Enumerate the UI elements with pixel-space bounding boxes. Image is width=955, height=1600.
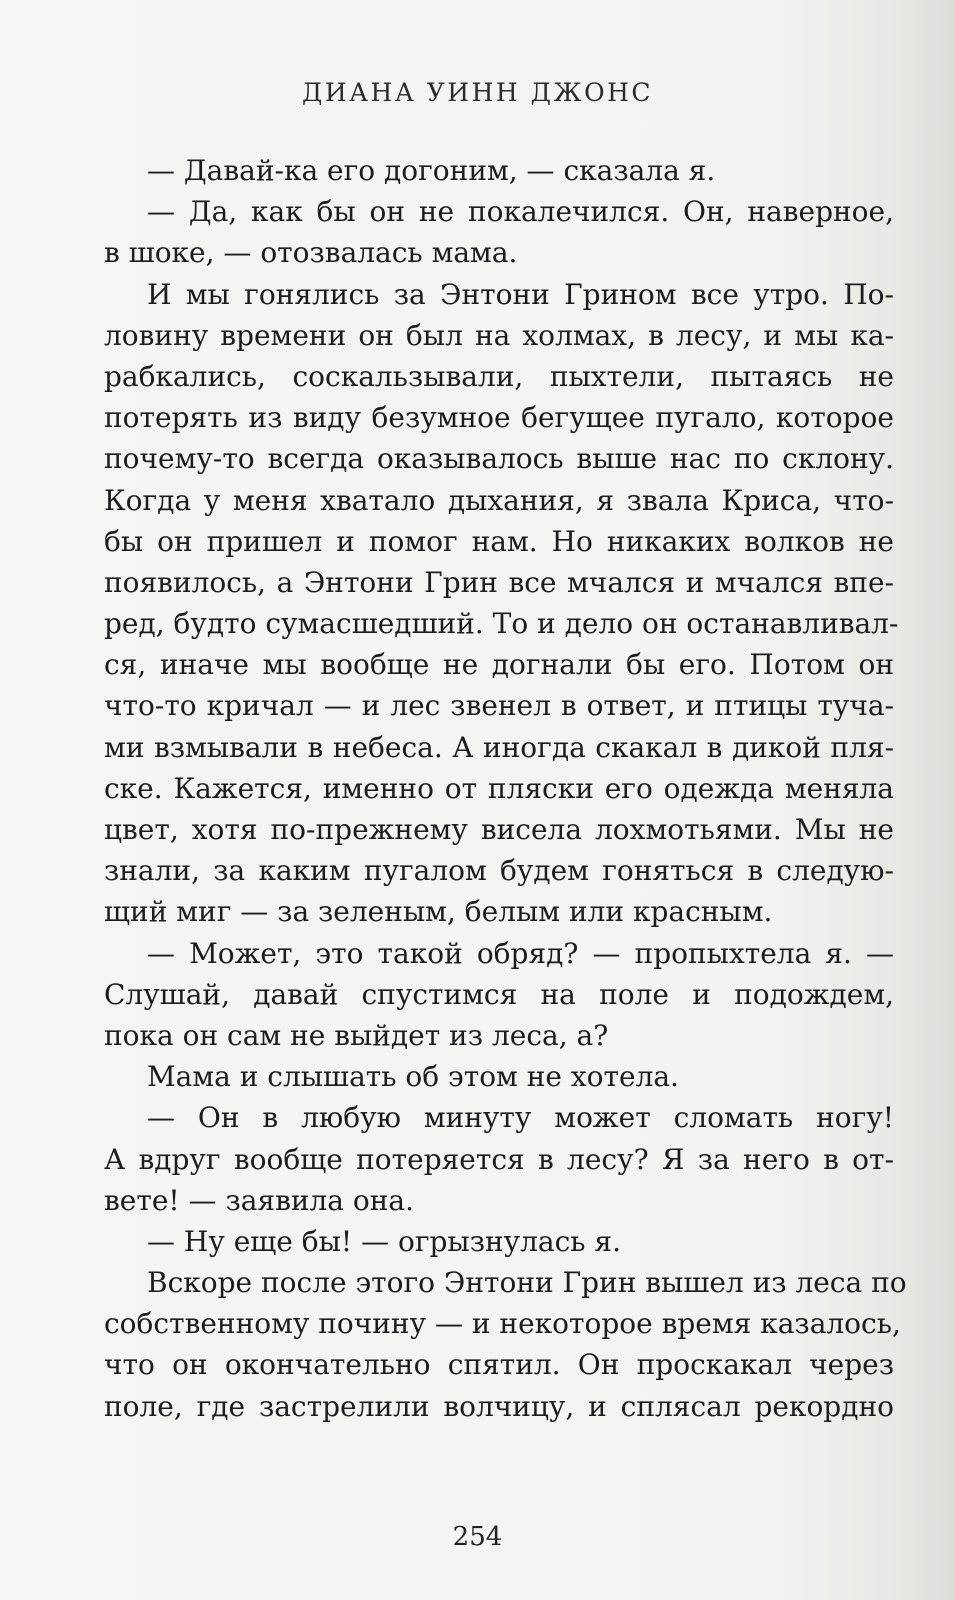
text-line: что-то кричал — и лес звенел в ответ, и птицы туча-: [104, 689, 894, 723]
text-line: что он окончательно спятил. Он проскакал через: [104, 1348, 894, 1382]
text-line: Мама и слышать об этом не хотела.: [147, 1060, 679, 1094]
text-line: — Давай-ка его догоним, — сказала я.: [147, 154, 716, 187]
body-text: [104, 150, 907, 1427]
text-line: ске. Кажется, именно от пляски его одежда меняла: [104, 771, 894, 805]
text-line: бы он пришел и помог нам. Но никаких волков не: [104, 524, 894, 558]
text-line: щий миг — за зеленым, белым или красным.: [104, 895, 773, 929]
text-line: потерять из виду безумное бегущее пугало, которое: [104, 401, 894, 435]
text-line: Когда у меня хватало дыхания, я звала Криса, что-: [104, 483, 894, 517]
text-line: ред, будто сумасшедший. То и дело он останавливал-: [104, 607, 899, 641]
running-header: ДИАНА УИНН ДЖОНС: [302, 78, 653, 107]
text-line: И мы гонялись за Энтони Грином все утро. По-: [147, 277, 894, 311]
text-line: — Да, как бы он не покалечился. Он, наверное,: [147, 195, 894, 229]
text-line: рабкались, соскальзывали, пыхтели, пытаясь не: [104, 359, 894, 393]
text-line: в шоке, — отозвалась мама.: [104, 236, 518, 270]
text-line: ся, иначе мы вообще не догнали бы его. Потом он: [104, 648, 894, 682]
text-line: ловину времени он был на холмах, в лесу, и мы ка-: [104, 318, 894, 352]
text-line: Вскоре после этого Энтони Грин вышел из леса по: [147, 1266, 907, 1300]
text-line: знали, за каким пугалом будем гоняться в следую-: [104, 854, 894, 888]
text-line: почему-то всегда оказывалось выше нас по склону.: [104, 442, 894, 476]
text-line: А вдруг вообще потеряется в лесу? Я за него в от-: [104, 1142, 894, 1176]
page-number: 254: [452, 1522, 503, 1552]
text-line: Слушай, давай спустимся на поле и подождем,: [104, 977, 894, 1011]
text-line: появилось, а Энтони Грин все мчался и мчался впе-: [104, 565, 894, 599]
text-line: — Он в любую минуту может сломать ногу!: [147, 1101, 894, 1135]
text-line: поле, где застрелили волчицу, и сплясал рекордно: [104, 1389, 894, 1423]
text-line: пока он сам не выйдет из леса, а?: [104, 1018, 609, 1052]
text-line: вете! — заявила она.: [104, 1183, 414, 1217]
text-line: цвет, хотя по-прежнему висела лохмотьями. Мы не: [104, 813, 894, 846]
text-line: — Ну еще бы! — огрызнулась я.: [147, 1224, 621, 1258]
text-line: ми взмывали в небеса. А иногда скакал в дикой пля-: [104, 730, 894, 764]
text-line: — Может, это такой обряд? — пропыхтела я. —: [147, 936, 894, 970]
text-line: собственному почину — и некоторое время казалось,: [104, 1307, 901, 1341]
